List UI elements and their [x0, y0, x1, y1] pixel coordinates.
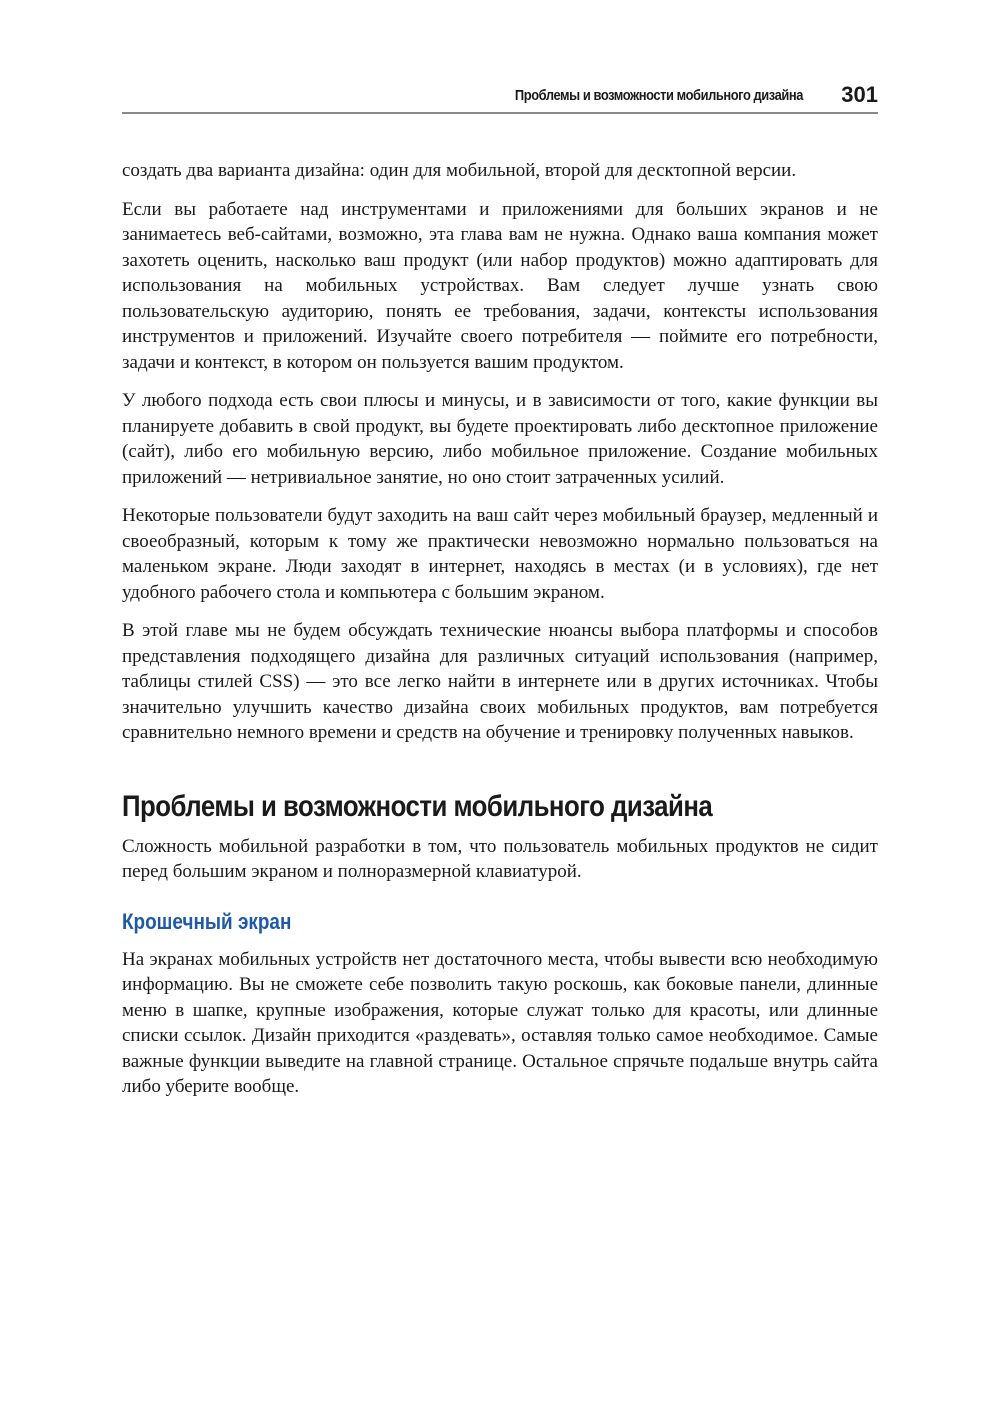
page-number: 301	[841, 82, 878, 107]
running-title: Проблемы и возможности мобильного дизайна	[515, 86, 804, 104]
subsection-text: На экранах мобильных устройств нет достаточного места, чтобы вывести всю необходимую информацию. Вы не сможете себе позволить такую роскошь, как боковые панели, длинные меню в шапке, крупные изображения, которые служат только для красоты, или длинные списки ссылок. Дизайн приходится «раздевать», оставляя только самое необходимое. Самые важные функции выведите на главной странице. Остальное спрячьте подальше внутрь сайта либо уберите вообще.	[122, 948, 878, 1097]
paragraph: создать два варианта дизайна: один для мобильной, второй для десктопной версии.	[122, 160, 797, 181]
subsection-heading: Крошечный экран	[122, 908, 292, 934]
paragraph: Если вы работаете над инструментами и приложениями для больших экранов и не занимаетесь веб-сайтами, возможно, эта глава вам не нужна. Однако ваша компания может захотеть оценить, насколько ваш продукт (или набор продуктов) можно адаптировать для использования на мобильных устройствах. Вам следует лучше узнать свою пользовательскую аудиторию, понять ее требования, задачи, контексты использования инструментов и приложений. Изучайте своего потребителя — поймите его потребности, задачи и контекст, в котором он пользуется вашим продуктом.	[122, 198, 878, 373]
paragraph: В этой главе мы не будем обсуждать технические нюансы выбора платформы и способов представления подходящего дизайна для различных ситуаций использования (например, таблицы стилей CSS) — это все легко найти в интернете или в других источниках. Чтобы значительно улучшить качество дизайна своих мобильных продуктов, вам потребуется сравнительно немного времени и средств на обучение и тренировку полученных навыков.	[122, 620, 878, 743]
paragraph: Некоторые пользователи будут заходить на ваш сайт через мобильный браузер, медленный и своеобразный, которым к тому же практически невозможно нормально пользоваться на маленьком экране. Люди заходят в интернет, находясь в местах (и в условиях), где нет удобного рабочего стола и компьютера с большим экраном.	[122, 505, 878, 603]
section-heading: Проблемы и возможности мобильного дизайна	[122, 789, 713, 823]
page-body	[122, 158, 878, 1113]
paragraph: У любого подхода есть свои плюсы и минусы, и в зависимости от того, какие функции вы планируете добавить в свой продукт, вы будете проектировать либо десктопное приложение (сайт), либо его мобильную версию, либо мобильное приложение. Создание мобильных приложений — нетривиальное занятие, но оно стоит затраченных усилий.	[122, 390, 878, 488]
running-header	[122, 78, 878, 114]
section-intro: Сложность мобильной разработки в том, что пользователь мобильных продуктов не сидит перед большим экраном и полноразмерной клавиатурой.	[122, 835, 878, 882]
